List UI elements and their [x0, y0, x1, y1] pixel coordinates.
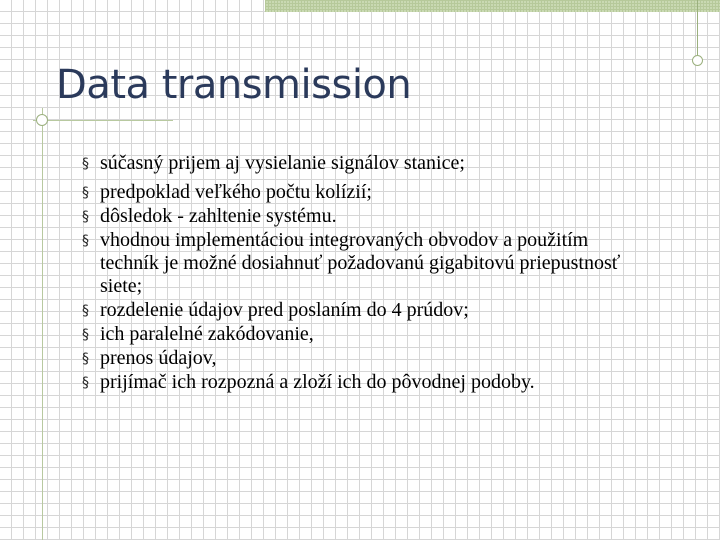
title-vertical-rule: [42, 108, 43, 540]
bullet-item: [82, 205, 642, 228]
header-band: [265, 0, 720, 12]
bullet-item: [82, 229, 642, 298]
bullet-marker-icon: §: [82, 185, 89, 201]
bullet-text: vhodnou implementáciou integrovaných obvodov a použitím techník je možné dosiahnuť požadovanú gigabitovú priepustnosť siete;: [100, 229, 621, 297]
bullet-text: ich paralelné zakódovanie,: [100, 323, 314, 345]
bullet-item: [82, 299, 642, 322]
bullet-marker-icon: §: [82, 209, 89, 225]
title-dot: [36, 114, 48, 126]
corner-line: [697, 0, 698, 60]
bullet-marker-icon: §: [82, 156, 89, 172]
bullet-text: prenos údajov,: [100, 347, 217, 369]
bullet-marker-icon: §: [82, 375, 89, 391]
bullet-text: prijímač ich rozpozná a zloží ich do pôvodnej podoby.: [100, 371, 535, 393]
bullet-item: [82, 323, 642, 346]
bullet-item: [82, 181, 642, 204]
bullet-text: súčasný prijem aj vysielanie signálov stanice;: [100, 152, 465, 174]
bullet-marker-icon: §: [82, 351, 89, 367]
title-horizontal-rule: [33, 120, 173, 121]
bullet-text: predpoklad veľkého počtu kolízií;: [100, 181, 372, 203]
bullet-marker-icon: §: [82, 327, 89, 343]
bullet-list: [82, 152, 642, 395]
bullet-item: [82, 347, 642, 370]
bullet-item: [82, 152, 642, 175]
bullet-item: [82, 371, 642, 394]
bullet-text: rozdelenie údajov pred poslaním do 4 prúdov;: [100, 299, 469, 321]
bullet-text: dôsledok - zahltenie systému.: [100, 205, 337, 227]
bullet-marker-icon: §: [82, 303, 89, 319]
bullet-marker-icon: §: [82, 233, 89, 249]
corner-dot: [692, 55, 703, 66]
slide-title: Data transmission: [56, 62, 412, 108]
